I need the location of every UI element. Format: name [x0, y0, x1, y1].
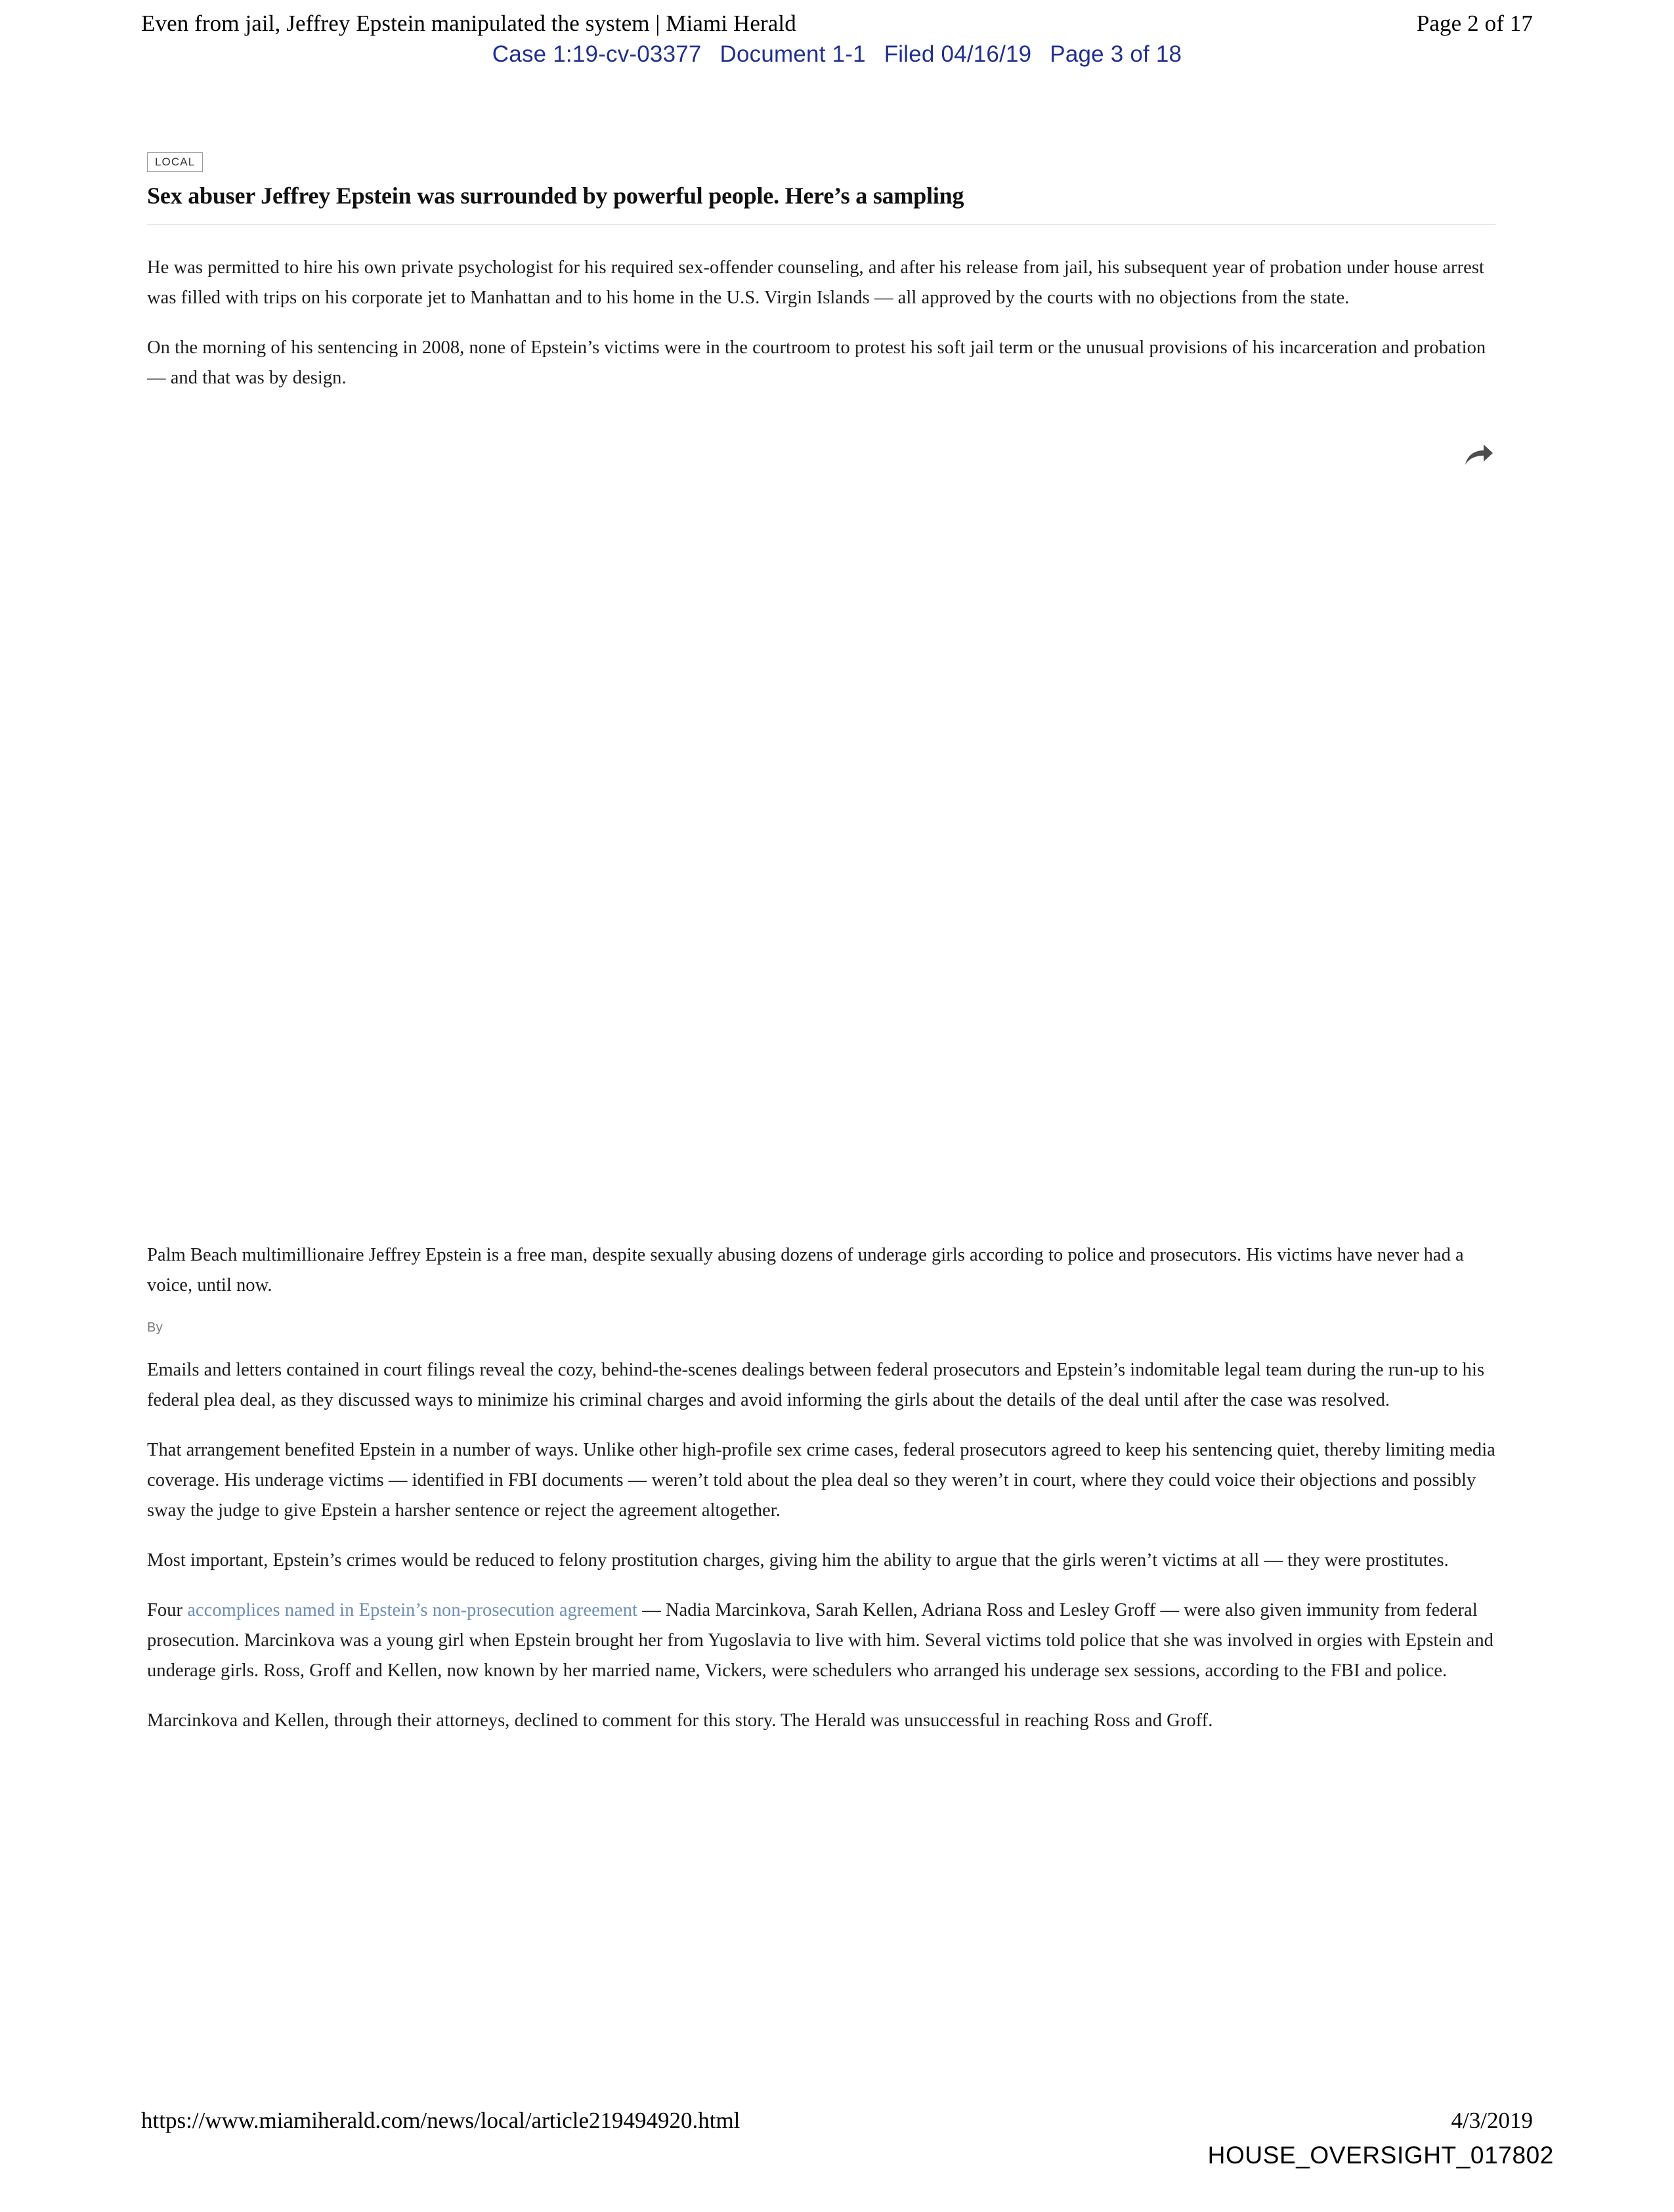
print-header-title: Even from jail, Jeffrey Epstein manipulated the system | Miami Herald [141, 11, 796, 36]
article-paragraph: Marcinkova and Kellen, through their attorneys, declined to comment for this story. The Herald was unsuccessful in reaching Ross and Groff. [147, 1710, 1213, 1731]
link-paragraph-after: — Nadia Marcinkova, Sarah Kellen, Adriana Ross and Lesley Groff — were also given immunity from federal prosecution. Marcinkova was a young girl when Epstein brought her from Yugoslavia to live with him. Several victims told police that she was involved in orgies with Epstein and underage girls. Ross, Groff and Kellen, now known by her married name, Vickers, were schedulers who arranged his underage sex sessions, according to the FBI and police. [147, 1600, 1493, 1681]
ecf-page-number: Page 3 of 18 [1050, 41, 1182, 67]
link-paragraph-before: Four [147, 1600, 188, 1620]
media-embed-region [147, 393, 1506, 1240]
print-header [0, 5, 1674, 42]
bates-stamp: HOUSE_OVERSIGHT_017802 [1207, 2142, 1554, 2169]
ecf-case-number: Case 1:19-cv-03377 [492, 41, 702, 67]
ecf-filed-date: Filed 04/16/19 [884, 41, 1032, 67]
article-byline: By [147, 1320, 163, 1335]
print-header-page-indicator: Page 2 of 17 [1416, 11, 1533, 36]
ecf-document-number: Document 1-1 [719, 41, 866, 67]
article-paragraph-with-link [147, 1595, 1506, 1686]
print-date: 4/3/2019 [1451, 2108, 1533, 2133]
article-paragraph: Most important, Epstein’s crimes would be reduced to felony prostitution charges, giving him the ability to argue that the girls weren’t victims at all — they were prostitutes. [147, 1550, 1449, 1571]
article-paragraph: Emails and letters contained in court filings reveal the cozy, behind-the-scenes dealings between federal prosecutors and Epstein’s indomitable legal team during the run-up to his federal plea deal, as they discussed ways to minimize his criminal charges and avoid informing the girls about the details of the deal until after the case was resolved. [147, 1360, 1485, 1410]
accomplices-agreement-link[interactable]: accomplices named in Epstein’s non-prosecution agreement [187, 1600, 638, 1620]
article-headline: Sex abuser Jeffrey Epstein was surrounded by powerful people. Here’s a sampling [147, 183, 964, 209]
media-caption: Palm Beach multimillionaire Jeffrey Epstein is a free man, despite sexually abusing dozens of underage girls according to police and prosecutors. His victims have never had a voice, until now. [147, 1245, 1464, 1295]
share-arrow-icon[interactable] [1464, 443, 1494, 469]
section-kicker[interactable]: LOCAL [147, 152, 203, 172]
article-content [147, 152, 1506, 1736]
court-ecf-stamp [0, 41, 1674, 68]
article-paragraph: On the morning of his sentencing in 2008, none of Epstein’s victims were in the courtroom to protest his soft jail term or the unusual provisions of his incarceration and probation — and that was by design. [147, 337, 1486, 388]
article-paragraph: That arrangement benefited Epstein in a number of ways. Unlike other high-profile sex crime cases, federal prosecutors agreed to keep his sentencing quiet, thereby limiting media coverage. His underage victims — identified in FBI documents — weren’t told about the plea deal so they weren’t in court, where they could voice their objections and possibly sway the judge to give Epstein a harsher sentence or reject the agreement altogether. [147, 1440, 1495, 1521]
source-url[interactable]: https://www.miamiherald.com/news/local/article219494920.html [141, 2108, 740, 2133]
print-footer [0, 2108, 1674, 2134]
article-paragraph: He was permitted to hire his own private psychologist for his required sex-offender counseling, and after his release from jail, his subsequent year of probation under house arrest was filled with trips on his corporate jet to Manhattan and to his home in the U.S. Virgin Islands — all approved by the courts with no objections from the state. [147, 257, 1484, 308]
